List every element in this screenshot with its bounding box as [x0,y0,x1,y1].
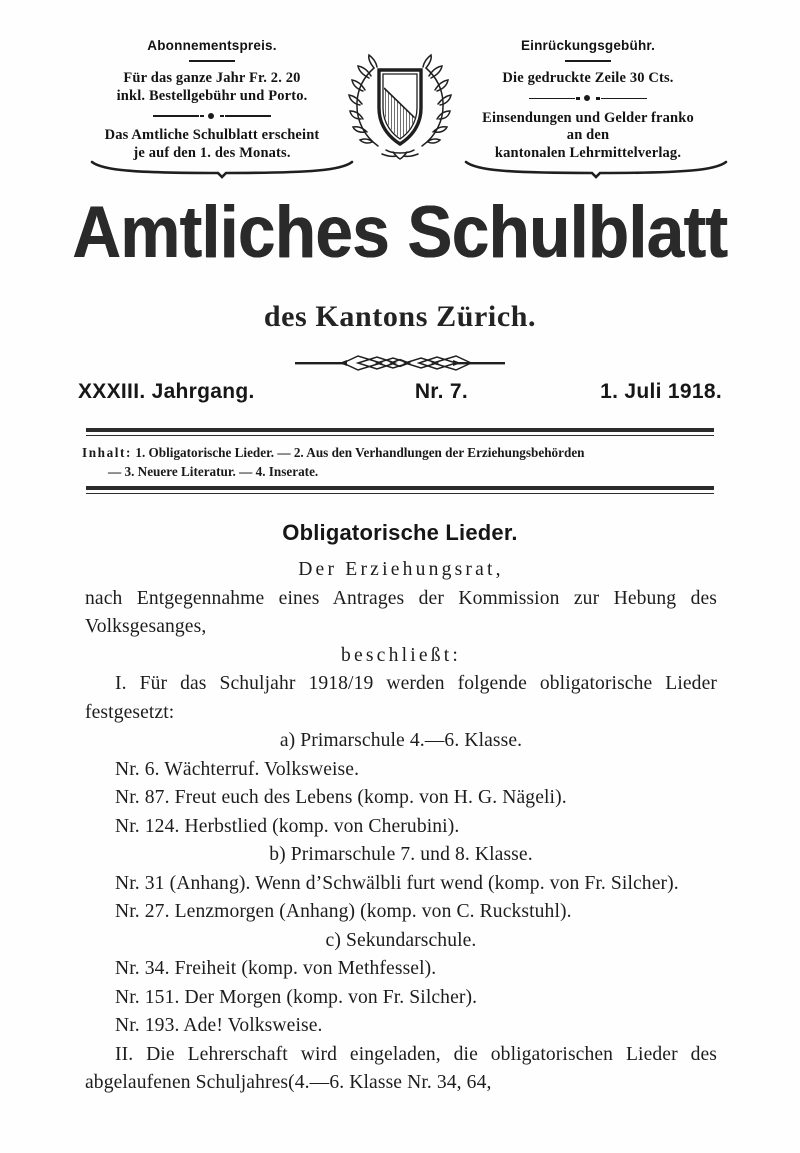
volume-number: XXXIII. Jahrgang. [78,380,255,403]
issue-date: 1. Juli 1918. [600,380,722,403]
advertising-fee-title: Einrückungsgebühr. [520,38,656,53]
zurich-coat-of-arms-icon [346,42,454,160]
song-item-b1: Nr. 31 (Anhang). Wenn d’Schwälbli furt wend (komp. von Fr. Silcher). [115,872,679,894]
song-item-c2: Nr. 151. Der Morgen (komp. von Fr. Silcher). [115,986,478,1008]
submissions-line2: an den [566,127,610,144]
article-section-1: I. Für das Schuljahr 1918/19 werden folgende obligatorische Lieder festgesetzt: [85,673,717,723]
subscription-price-title: Abonnementspreis. [147,38,277,53]
advertising-fee-line1: Die gedruckte Zeile 30 Cts. [502,70,674,86]
masthead-left-column [78,38,346,163]
contents-rule-bottom [86,486,714,494]
song-item-b2: Nr. 27. Lenzmorgen (Anhang) (komp. von C. Ruckstuhl). [115,901,572,922]
short-rule-divider [565,60,611,62]
short-rule-divider [189,60,235,62]
dot-rule-divider [529,94,647,103]
group-heading-c: c) Sekundarschule. [325,929,477,951]
group-heading-b: b) Primarschule 7. und 8. Klasse. [269,844,533,865]
swash-rule-right [462,156,730,182]
contents-block [82,444,722,481]
contents-label: Inhalt: [82,445,133,460]
article-body [85,556,717,1098]
subscription-price-line1: Für das ganze Jahr Fr. 2. 20 [123,70,301,86]
song-item-a3: Nr. 124. Herbstlied (komp. von Cherubini). [115,815,460,837]
contents-rule-top [86,428,714,436]
issue-line [78,380,722,404]
issue-number: Nr. 7. [414,380,468,403]
article-authority: Der Erziehungsrat, [298,559,504,580]
submissions-line3: kantonalen Lehrmittelverlag. [494,145,682,162]
contents-line-1 [82,444,722,463]
submissions-line1: Einsendungen und Gelder franko [482,109,694,126]
dot-rule-divider [153,111,271,120]
song-item-a2: Nr. 87. Freut euch des Lebens (komp. von H. G. Nägeli). [115,787,567,808]
subscription-price-line2: inkl. Bestellgebühr und Porto. [116,87,308,104]
song-item-c3: Nr. 193. Ade! Volksweise. [115,1015,323,1036]
article-heading: Obligatorische Lieder. [282,520,518,545]
diamond-chain-ornament [295,352,505,374]
masthead [78,38,722,163]
song-item-a1: Nr. 6. Wächterruf. Volksweise. [115,758,360,780]
publication-frequency-line2: je auf den 1. des Monats. [133,145,291,162]
group-heading-a: a) Primarschule 4.—6. Klasse. [279,730,523,751]
contents-line-2: — 3. Neuere Literatur. — 4. Inserate. [108,463,319,479]
article-preamble: nach Entgegennahme eines Antrages der Kommission zur Hebung des Volksgesanges, [85,587,717,637]
article-resolves: beschließt: [340,644,462,666]
article-section-2: II. Die Lehrerschaft wird eingeladen, die obligatorischen Lieder des abgelaufenen Schuljahres(4.—6. Klasse Nr. 34, 64, [85,1043,717,1093]
contents-line-1-text: 1. Obligatorische Lieder. — 2. Aus den Verhandlungen der Erziehungsbehörden [132,445,585,460]
masthead-right-column [454,38,722,163]
publication-frequency-line1: Das Amtliche Schulblatt erscheint [104,127,320,144]
song-item-c1: Nr. 34. Freiheit (komp. von Methfessel). [115,958,437,979]
swash-rule-left [88,156,356,182]
publication-title: Amtliches Schulblatt [72,192,728,273]
publication-subtitle: des Kantons Zürich. [263,300,537,333]
